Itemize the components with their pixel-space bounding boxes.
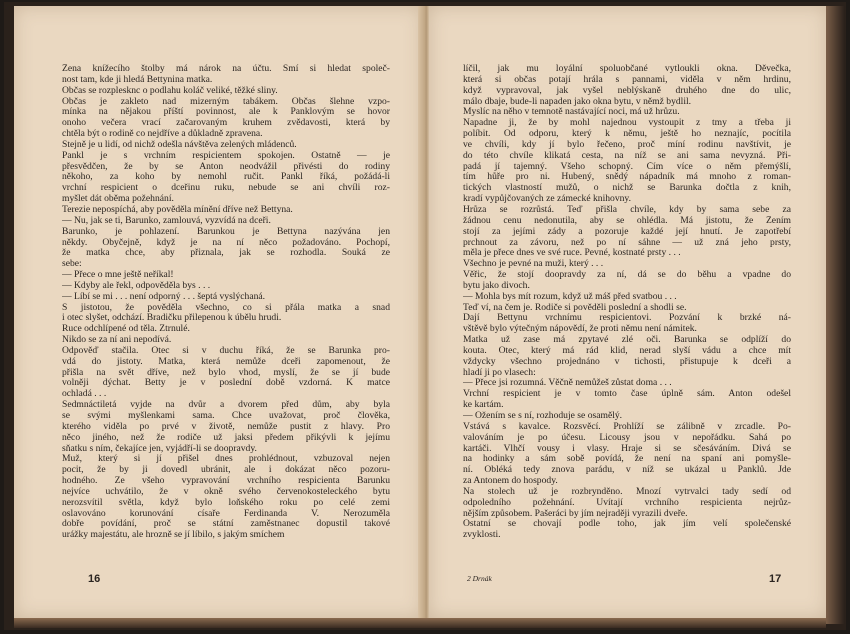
text-line: vdá do jistoty. Matka, která nemůže dceři zapomenout, že (62, 356, 390, 367)
text-line: se svými myšlenkami sama. Chce uvažovat, proč člověka, (62, 411, 390, 421)
text-line: Pankl je s vrchním respicientem spokojen. Ostatně — je (62, 150, 390, 161)
text-line: někoho, za koho by nemohl ručit. Pankl říká, požádá-li (62, 172, 390, 183)
open-book (4, 2, 846, 630)
left-page (14, 6, 423, 618)
right-page (428, 6, 827, 618)
text-line: když vypravoval, jak vyšel neblýskaně druhého dne do ulic, (463, 85, 791, 96)
text-line: měla je přece dnes ve své ruce. Pevné, kostnaté prsty . . . (463, 248, 681, 259)
text-line: Stejně je u lidí, od nichž odešla návštěva zelených mládenců. (62, 139, 297, 150)
text-line: vrchní respicient o dceřinu ruku, nebude se ani chvíli roz- (62, 183, 390, 194)
text-line: Sedmnáctiletá vyjde na dvůr a dvorem před dům, aby byla (62, 400, 390, 411)
text-line: nejvíce uchvátilo, že v okně svého červenokosteleckého bytu (62, 486, 390, 497)
text-line: Terezie nepospíchá, aby pověděla mínění dříve než Bettyna. (62, 204, 293, 215)
text-line: hodného. Ze všeho vypravování vrchního respicienta Barunku (62, 476, 390, 487)
left-page-text (62, 64, 390, 541)
text-line: nost tam, kde ji hledá Bettynina matka. (62, 74, 213, 85)
right-page-text (463, 64, 791, 541)
text-line: Věřic, že stojí doopravdy za ní, dá se do běhu a vpadne do (463, 270, 791, 281)
text-line: Všechno je pevné na muži, který . . . (463, 259, 604, 270)
text-line: přišla na svět dříve, než bylo vhod, myslí, že se jí bude (62, 367, 390, 378)
text-line: hladí ji po vlasech: (463, 367, 536, 378)
text-line: Dají Bettynu vrchnímu respicientovi. Pozvání k brzké ná- (463, 313, 791, 324)
text-line: chtěla být o rodině co nejdříve a důkladně zpravena. (62, 129, 263, 140)
text-line: sňatku s ním, čekajíce jen, vyjádří-li se doopravdy. (62, 443, 257, 454)
text-line: prchnout za závoru, než po ní sáhne — už zná jeho prsty, (463, 237, 791, 248)
text-line: kterého viděla po prvé v životě, nemůže pustit z hlavy. Pro (62, 421, 390, 432)
text-line: S jistotou, že pověděla všechno, co si přála matka a snad (62, 302, 390, 313)
text-line: vždycky všechno projednáno v tichosti, přistupuje k dceři a (463, 356, 791, 367)
text-line: ke kartám. (463, 400, 504, 411)
text-line: Ruce odchlípené od těla. Ztrnulé. (62, 324, 190, 335)
text-line: Žena knížecího štolby má nárok na účtu. Smí si hledat společ- (62, 64, 390, 74)
text-line: zvyklosti. (463, 530, 501, 541)
page-edge-bottom (14, 618, 826, 628)
text-line: která si občas potají hrála s pannami, viděla v něm hrdinu, (463, 74, 791, 85)
right-page-number: 17 (769, 573, 782, 585)
text-line: bytu jako divoch. (463, 280, 530, 291)
text-line: vštěvě bylo výtečným nápovědí, že proti němu není námitek. (463, 324, 697, 335)
text-line: — Nu, jak se ti, Barunko, zamlouvá, vyzvídá na dceři. (62, 215, 271, 226)
text-line: ve chvíli, kdy jí bylo řečeno, proč míní rodinu navštívit, je (463, 139, 791, 150)
text-line: — Mohla bys mít rozum, když už máš před svatbou . . . (463, 291, 677, 302)
text-line: Občas se rozplesknc o podlahu koláč veliké, těžké sliny. (62, 85, 278, 96)
text-line: Hrůza se rozrůstá. Teď přišla chvíle, kdy by sama sebe za (463, 204, 791, 215)
text-line: — Přece o mne ještě neříkal! (62, 270, 174, 281)
text-line: líčil, jak mu loyální spoluobčané vytloukli okna. Děvečka, (463, 64, 791, 74)
printer-signature-mark: 2 Drnák (467, 574, 492, 583)
text-line: tím hůře pro ni. Hubený, snědý nápadník má mnoho z roman- (463, 172, 791, 183)
text-line: valováním je po účesu. Licousy jsou v nepořádku. Sahá po (463, 432, 791, 443)
text-line: že matka chce, aby přiznala, jak se rozhodla. Souká ze (62, 248, 390, 259)
text-line: málo dbaje, bude-li napaden jako okna bytu, v němž bydlil. (463, 96, 692, 107)
text-line: Občas je zakleto nad mizerným tabákem. Občas šlehne vzpo- (62, 96, 390, 107)
text-line: Nikdo se za ní ani nepodívá. (62, 335, 172, 346)
text-line: onoho večera vrací začarovaným kruhem zvědavosti, která by (62, 118, 390, 129)
text-line: Muž, který si jí přišel dnes prohlédnout, vzbuzoval nejen (62, 454, 390, 465)
text-line: na hodinky a sám sobě povídá, že není na spaní ani pomyšle- (463, 454, 791, 465)
text-line: stojí za jejími zády a pozoruje každé její hnutí. Je zapotřebí (463, 226, 791, 237)
text-line: myšlet dát oběma požehnání. (62, 194, 174, 205)
text-line: urážky majestátu, ale hrozně se jí líbilo, s jakým smíchem (62, 530, 285, 541)
text-line: za Antonem do hospody. (463, 476, 558, 487)
text-line: mínka na nějakou příští povinnost, ale k Panklovým se hovor (62, 107, 390, 118)
text-line: — Kdyby ale řekl, odpověděla bys . . . (62, 280, 211, 291)
text-line: odpoledního požehnání. Uvítají vrchního respicienta nejrůz- (463, 497, 791, 508)
text-line: Vrchní respicient je v tomto čase úplně sám. Anton odešel (463, 389, 791, 400)
text-line: volněji dýchat. Betty je v poslední době vzdorná. K matce (62, 378, 390, 389)
text-line: někdy. Obyčejně, když je na ní něco požadováno. Pochopí, (62, 237, 390, 248)
text-line: přesvědčen, že by se Anton neodvážil přivésti do rodiny (62, 161, 390, 172)
text-line: ochladá . . . (62, 389, 107, 400)
text-line: oslavováno korunování císaře Ferdinanda V. Nerozuměla (62, 508, 390, 519)
text-line: políbit. Od odporu, který k němu, ještě ho neznajíc, pocítila (463, 129, 791, 140)
text-line: Myslíc na něho v temnotě nastávající noci, má už hrůzu. (463, 107, 680, 118)
text-line: padá jí tajemný. Všeho schopný. Čím více o něm přemýšlí, (463, 161, 791, 172)
text-line: Ostatní se chovají podle toho, jak jím velí společenské (463, 519, 791, 530)
text-line: nějším způsobem. Pašeráci by jím nejraději vyrazili dveře. (463, 508, 688, 519)
text-line: Na stolech už je rozbrynděno. Mnozí vytrvalci tady sedí od (463, 486, 791, 497)
text-line: — Líbí se mi . . . není odporný . . . šeptá vyslýchaná. (62, 291, 266, 302)
text-line: ní. Obléká tedy znova parádu, v níž se ukázal u Panklů. Jde (463, 465, 791, 476)
text-line: pocit, že by ji dovedl ubránit, ale i dokázat něco pozoru- (62, 465, 390, 476)
left-page-number: 16 (88, 573, 101, 585)
text-line: Vstává s kavalce. Rozsvěcí. Prohlíží se zálibně v zrcadle. Po- (463, 421, 791, 432)
text-line: — Ožením se s ní, rozhoduje se osamělý. (463, 411, 623, 421)
text-line: do této chvíle klikatá cesta, na níž se ani sama nevyzná. Při- (463, 150, 791, 161)
text-line: kouta. Otec, který má rád klid, nerad slyší vádu a chce mít (463, 345, 791, 356)
text-line: i otec slyšet, odchází. Bradičku přilepenou k úbělu hrudi. (62, 313, 282, 324)
text-line: žádnou cenu nedonutila, aby se ohlédla. Má jistotu, že Žením (463, 215, 791, 226)
text-line: tických vlastností mužů, o nichž se Barunka dočtla z knih, (463, 183, 791, 194)
text-line: Barunko, je pohlazení. Barunkou je Bettyna nazývána jen (62, 226, 390, 237)
text-line: dobře povídání, proč se státní zaměstnanec dopustil takové (62, 519, 390, 530)
text-line: Odpověď stačila. Otec si v duchu říká, že se Barunka pro- (62, 345, 390, 356)
text-line: Napadne ji, že by mohl najednou vystoupit z tmy a třeba ji (463, 118, 791, 129)
text-line: kartáči. Vlhčí vousy i vlasy. Hraje si se sčesáváním. Divá se (463, 443, 791, 454)
text-line: nerozsvítil světla, když bylo loňského roku po celé zemi (62, 497, 390, 508)
page-edge-right (826, 6, 844, 624)
text-line: sebe: (62, 259, 82, 270)
text-line: — Přece jsi rozumná. Věčně nemůžeš zůstat doma . . . (463, 378, 672, 389)
text-line: Matka už zase má zpytavé zlé oči. Barunka se odplíží do (463, 335, 791, 346)
text-line: kradí vypůjčovaných ze zámecké knihovny. (463, 194, 632, 205)
text-line: Teď ví, na čem je. Rodiče si pověděli poslední a shodli se. (463, 302, 687, 313)
text-line: něco jiného, než že rodiče už jaksi předem přikývli k jejímu (62, 432, 390, 443)
